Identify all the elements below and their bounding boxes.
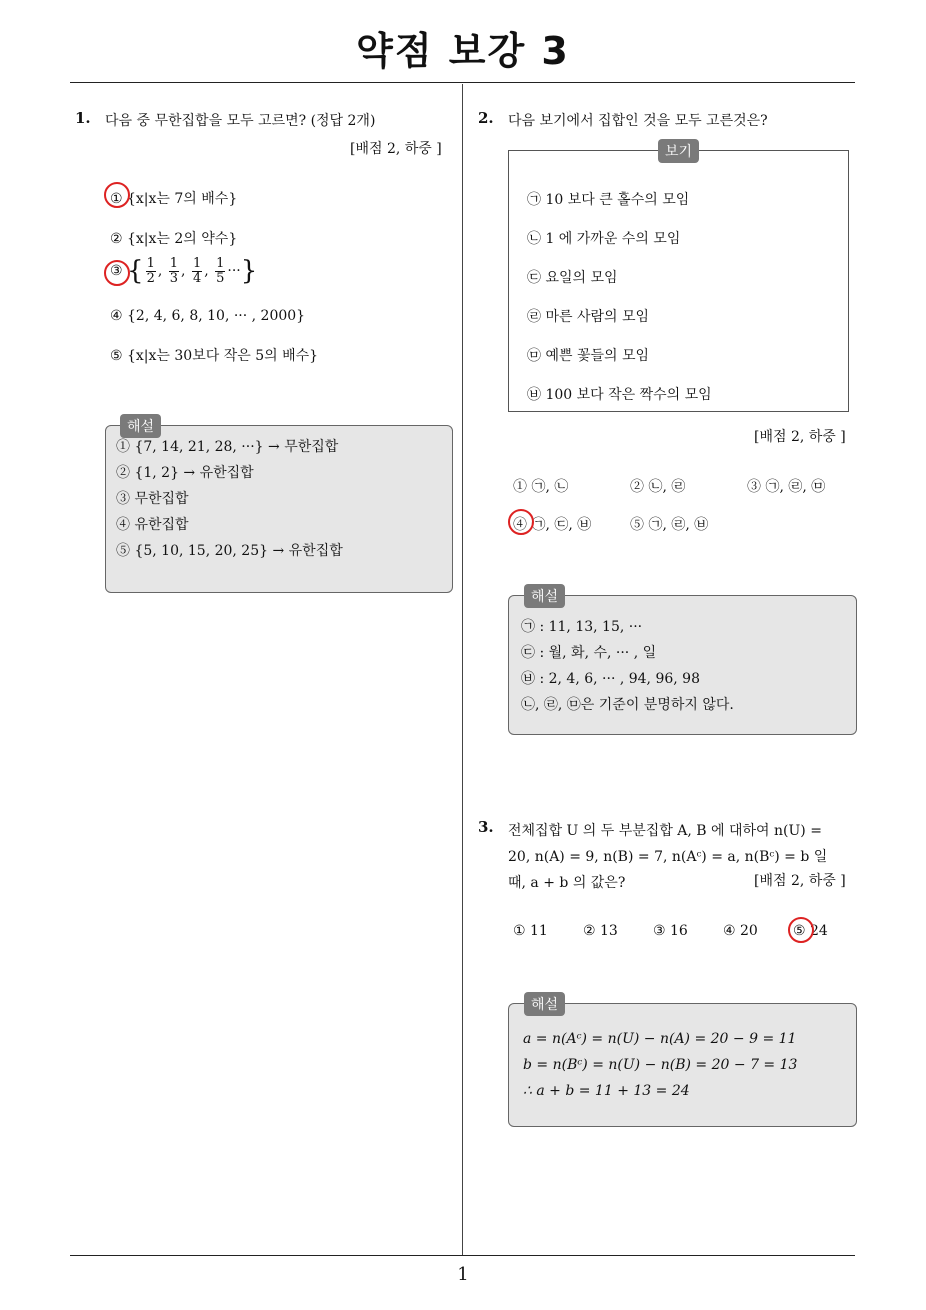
- question-number: 2.: [478, 109, 494, 127]
- choice-3[interactable]: ③ ㉠, ㉣, ㉤: [747, 479, 826, 495]
- score-meta: [배점 2, 하중 ]: [754, 429, 846, 445]
- solution-line: ㉥ : 2, 4, 6, ··· , 94, 96, 98: [521, 671, 700, 687]
- answer-mark: [508, 509, 534, 535]
- choice-2[interactable]: ② {x|x는 2의 약수}: [110, 231, 238, 247]
- column-divider: [462, 84, 463, 1255]
- solution-line: a = n(Aᶜ) = n(U) − n(A) = 20 − 9 = 11: [523, 1031, 797, 1047]
- score-meta: [배점 2, 하중 ]: [350, 141, 442, 157]
- fraction: $\frac{1}{5}$: [216, 255, 225, 286]
- choice-5[interactable]: ⑤ 24: [793, 923, 828, 939]
- bogi-tag: 보기: [658, 139, 699, 163]
- solution-box: [508, 595, 857, 735]
- solution-line: ∴ a + b = 11 + 13 = 24: [523, 1083, 690, 1099]
- left-brace: {: [127, 256, 144, 286]
- solution-line: ⑤ {5, 10, 15, 20, 25} → 유한집합: [116, 543, 343, 559]
- bogi-item: ㉣ 마른 사람의 모임: [527, 309, 650, 325]
- choice-5[interactable]: ⑤ {x|x는 30보다 작은 5의 배수}: [110, 348, 319, 364]
- bogi-item: ㉡ 1 에 가까운 수의 모임: [527, 231, 681, 247]
- solution-line: b = n(Bᶜ) = n(U) − n(B) = 20 − 7 = 13: [523, 1057, 798, 1073]
- solution-line: ㉠ : 11, 13, 15, ···: [521, 619, 643, 635]
- solution-tag: 해설: [524, 584, 565, 608]
- page-number: 1: [457, 1264, 469, 1285]
- question-text: 다음 보기에서 집합인 것을 모두 고른것은?: [508, 113, 768, 129]
- choice-2[interactable]: ② ㉡, ㉣: [630, 479, 686, 495]
- solution-line: ④ 유한집합: [116, 517, 189, 533]
- answer-mark: [788, 917, 814, 943]
- fraction: $\frac{1}{4}$: [192, 255, 202, 286]
- choice-1[interactable]: ① ㉠, ㉡: [513, 479, 569, 495]
- answer-mark: [104, 182, 130, 208]
- question-text: 다음 중 무한집합을 모두 고르면? (정답 2개): [105, 113, 376, 129]
- choice-3[interactable]: ③ { $\frac{1}{2}$ , $\frac{1}{3}$ , $\frac{1}{4}$ , $\frac{1}{5}$ ···}: [110, 255, 258, 286]
- solution-line: ㉡, ㉣, ㉤은 기준이 분명하지 않다.: [521, 697, 734, 713]
- choice-4[interactable]: ④ 20: [723, 923, 758, 939]
- question-text-line: 때, a + b 의 값은?: [508, 875, 626, 891]
- solution-tag: 해설: [120, 414, 161, 438]
- solution-box: [508, 1003, 857, 1127]
- solution-box: [105, 425, 453, 593]
- solution-line: ③ 무한집합: [116, 491, 189, 507]
- choice-3[interactable]: ③ 16: [653, 923, 688, 939]
- question-number: 1.: [75, 109, 91, 127]
- page-title: 약점 보강 3: [356, 29, 570, 73]
- score-meta: [배점 2, 하중 ]: [754, 873, 846, 889]
- solution-line: ① {7, 14, 21, 28, ···} → 무한집합: [116, 439, 339, 455]
- choice-1[interactable]: ① 11: [513, 923, 548, 939]
- bogi-item: ㉢ 요일의 모임: [527, 270, 618, 286]
- solution-line: ㉢ : 월, 화, 수, ··· , 일: [521, 645, 657, 661]
- question-text-line: 20, n(A) = 9, n(B) = 7, n(Aᶜ) = a, n(Bᶜ) = b 일: [508, 849, 828, 865]
- question-number: 3.: [478, 818, 494, 836]
- choice-1[interactable]: ① {x|x는 7의 배수}: [110, 191, 238, 207]
- bogi-item: ㉠ 10 보다 큰 홀수의 모임: [527, 192, 690, 208]
- choice-5[interactable]: ⑤ ㉠, ㉣, ㉥: [630, 517, 709, 533]
- top-divider: [70, 82, 855, 83]
- fraction: $\frac{1}{3}$: [169, 255, 179, 286]
- choice-4[interactable]: ④ {2, 4, 6, 8, 10, ··· , 2000}: [110, 308, 306, 324]
- choice-4[interactable]: ④ ㉠, ㉢, ㉥: [513, 517, 592, 533]
- bottom-divider: [70, 1255, 855, 1256]
- solution-line: ② {1, 2} → 유한집합: [116, 465, 254, 481]
- fraction: $\frac{1}{2}$: [146, 255, 155, 286]
- bogi-box: [508, 150, 849, 412]
- choice-2[interactable]: ② 13: [583, 923, 618, 939]
- bogi-item: ㉥ 100 보다 작은 짝수의 모임: [527, 387, 712, 403]
- question-text-line: 전체집합 U 의 두 부분집합 A, B 에 대하여 n(U) =: [508, 823, 822, 839]
- right-brace: }: [240, 256, 258, 286]
- bogi-item: ㉤ 예쁜 꽃들의 모임: [527, 348, 650, 364]
- answer-mark: [104, 260, 130, 286]
- choice-3-label: ③: [110, 263, 123, 279]
- solution-tag: 해설: [524, 992, 565, 1016]
